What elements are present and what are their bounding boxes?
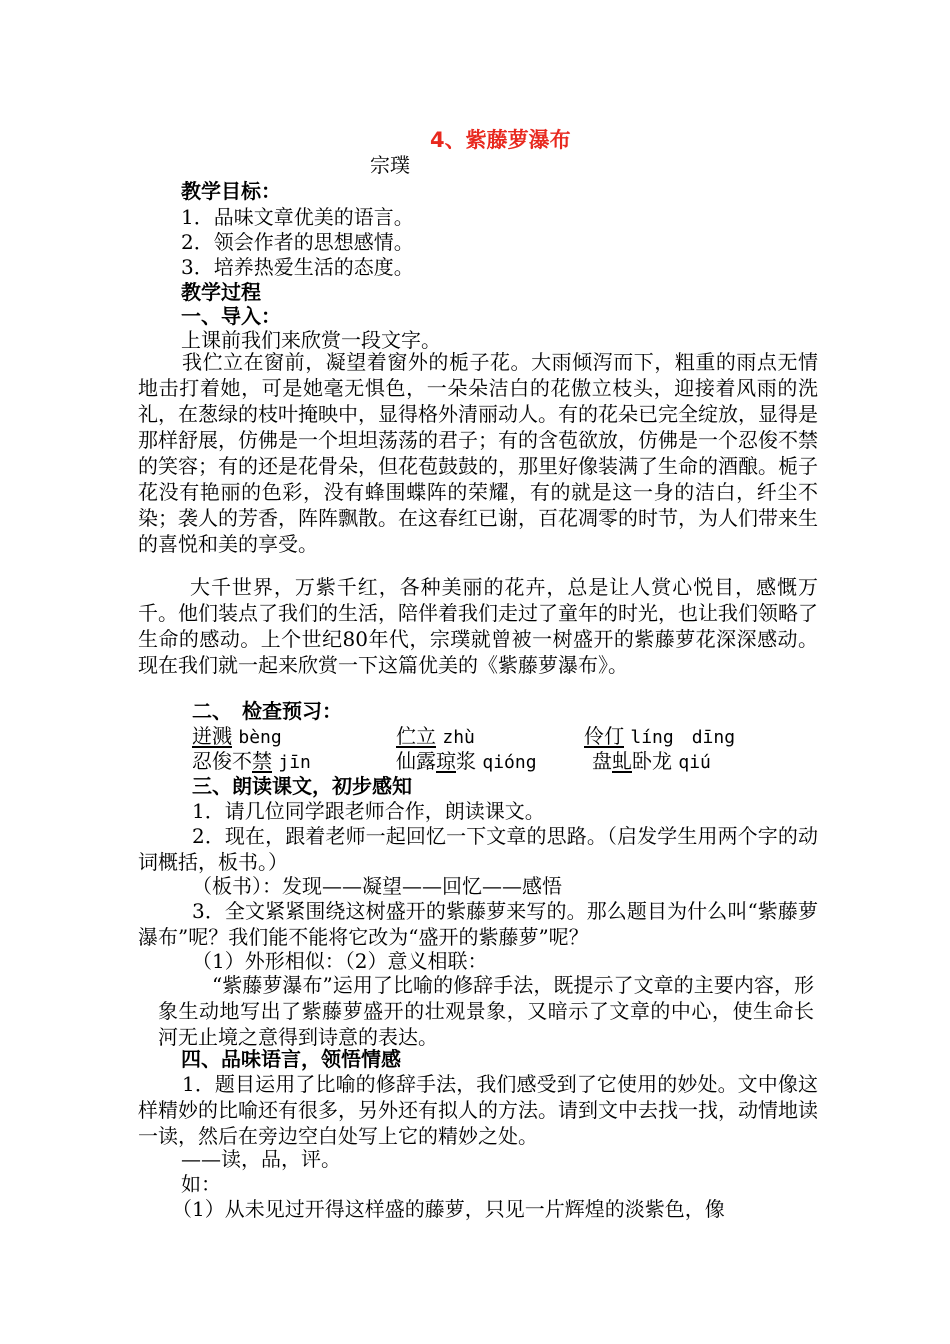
example-1: （1）从未见过开得这样盛的藤萝，只见一片辉煌的淡紫色，像	[172, 1197, 725, 1221]
section3-item-1: 1．请几位同学跟老师合作，朗读课文。	[192, 799, 545, 823]
example-label: 如：	[181, 1172, 221, 1196]
section4-steps: ——读，品，评。	[181, 1147, 341, 1171]
vocab-prefix: 仙露	[396, 749, 436, 773]
vocab-pinyin: jīn	[278, 752, 311, 773]
vocab-pinyin: bèng	[238, 727, 282, 748]
vocab-pinyin: qiú	[678, 752, 711, 773]
vocab-suffix: 卧龙	[632, 749, 672, 773]
vocab-prefix: 忍俊不	[192, 749, 252, 773]
vocab-item	[592, 748, 711, 776]
section3-reasons: （1）外形相似：（2）意义相联：	[192, 949, 488, 973]
author-name: 宗璞	[370, 153, 410, 177]
vocab-word: 虬	[612, 749, 632, 773]
vocab-pinyin: líng dīng	[630, 727, 736, 748]
section3-item-2: 2．现在，跟着老师一起回忆一下文章的思路。（启发学生用两个字的动词概括，板书。）	[138, 824, 818, 874]
section2-heading: 二、 检查预习：	[192, 699, 342, 723]
section4-heading: 四、品味语言，领悟情感	[181, 1047, 401, 1071]
lesson-title: 4、紫藤萝瀑布	[430, 128, 571, 152]
vocab-item	[584, 723, 735, 751]
section1-intro: 上课前我们来欣赏一段文字。	[181, 328, 441, 352]
vocab-prefix: 盘	[592, 749, 612, 773]
vocab-item	[396, 723, 475, 751]
goal-item-2: 2．领会作者的思想感情。	[181, 230, 414, 254]
goal-item-1: 1．品味文章优美的语言。	[181, 205, 414, 229]
vocab-item	[192, 748, 311, 776]
section1-paragraph-2: 大千世界，万紫千红，各种美丽的花卉，总是让人赏心悦目，感慨万千。他们装点了我们的生活，陪伴着我们走过了童年的时光，也让我们领略了生命的感动。上个世纪80年代，宗璞就曾被一树盛开的紫藤萝花深深感动。现在我们就一起来欣赏一下这篇优美的《紫藤萝瀑布》。	[138, 575, 818, 677]
vocab-word: 迸溅	[192, 724, 232, 748]
vocab-item	[192, 723, 282, 751]
vocab-suffix: 浆	[456, 749, 476, 773]
vocab-pinyin: zhù	[442, 727, 475, 748]
board-notes: （板书）：发现——凝望——回忆——感悟	[192, 874, 562, 898]
section1-heading: 一、导入：	[181, 304, 281, 328]
vocab-word: 琼	[436, 749, 456, 773]
vocab-item	[396, 748, 537, 776]
vocab-pinyin: qióng	[482, 752, 537, 773]
section3-item-3: 3．全文紧紧围绕这树盛开的紫藤萝来写的。那么题目为什么叫“紫藤萝瀑布”呢？我们能不能将它改为“盛开的紫藤萝”呢？	[138, 899, 818, 949]
section3-heading: 三、朗读课文，初步感知	[192, 774, 412, 798]
vocab-word: 伫立	[396, 724, 436, 748]
section3-explanation: “紫藤萝瀑布”运用了比喻的修辞手法，既提示了文章的主要内容，形象生动地写出了紫藤萝盛开的壮观景象，又暗示了文章的中心，使生命长河无止境之意得到诗意的表达。	[158, 973, 814, 1049]
section1-paragraph-1: 我伫立在窗前，凝望着窗外的栀子花。大雨倾泻而下，粗重的雨点无情地击打着她，可是她毫无惧色，一朵朵洁白的花傲立枝头，迎接着风雨的洗礼，在葱绿的枝叶掩映中，显得格外清丽动人。有的花朵已完全绽放，显得是那样舒展，仿佛是一个坦坦荡荡的君子；有的含苞欲放，仿佛是一个忍俊不禁的笑容；有的还是花骨朵，但花苞鼓鼓的，那里好像装满了生命的酒酿。栀子花没有艳丽的色彩，没有蜂围蝶阵的荣耀，有的就是这一身的洁白，纤尘不染；袭人的芳香，阵阵飘散。在这春红已谢，百花凋零的时节，为人们带来生的喜悦和美的享受。	[138, 350, 818, 556]
vocab-word: 禁	[252, 749, 272, 773]
section4-item-1: 1．题目运用了比喻的修辞手法，我们感受到了它使用的妙处。文中像这样精妙的比喻还有很多，另外还有拟人的方法。请到文中去找一找，动情地读一读，然后在旁边空白处写上它的精妙之处。	[138, 1072, 818, 1148]
goals-heading: 教学目标：	[181, 179, 281, 203]
vocab-word: 伶仃	[584, 724, 624, 748]
goal-item-3: 3．培养热爱生活的态度。	[181, 255, 414, 279]
process-heading: 教学过程	[181, 280, 261, 304]
